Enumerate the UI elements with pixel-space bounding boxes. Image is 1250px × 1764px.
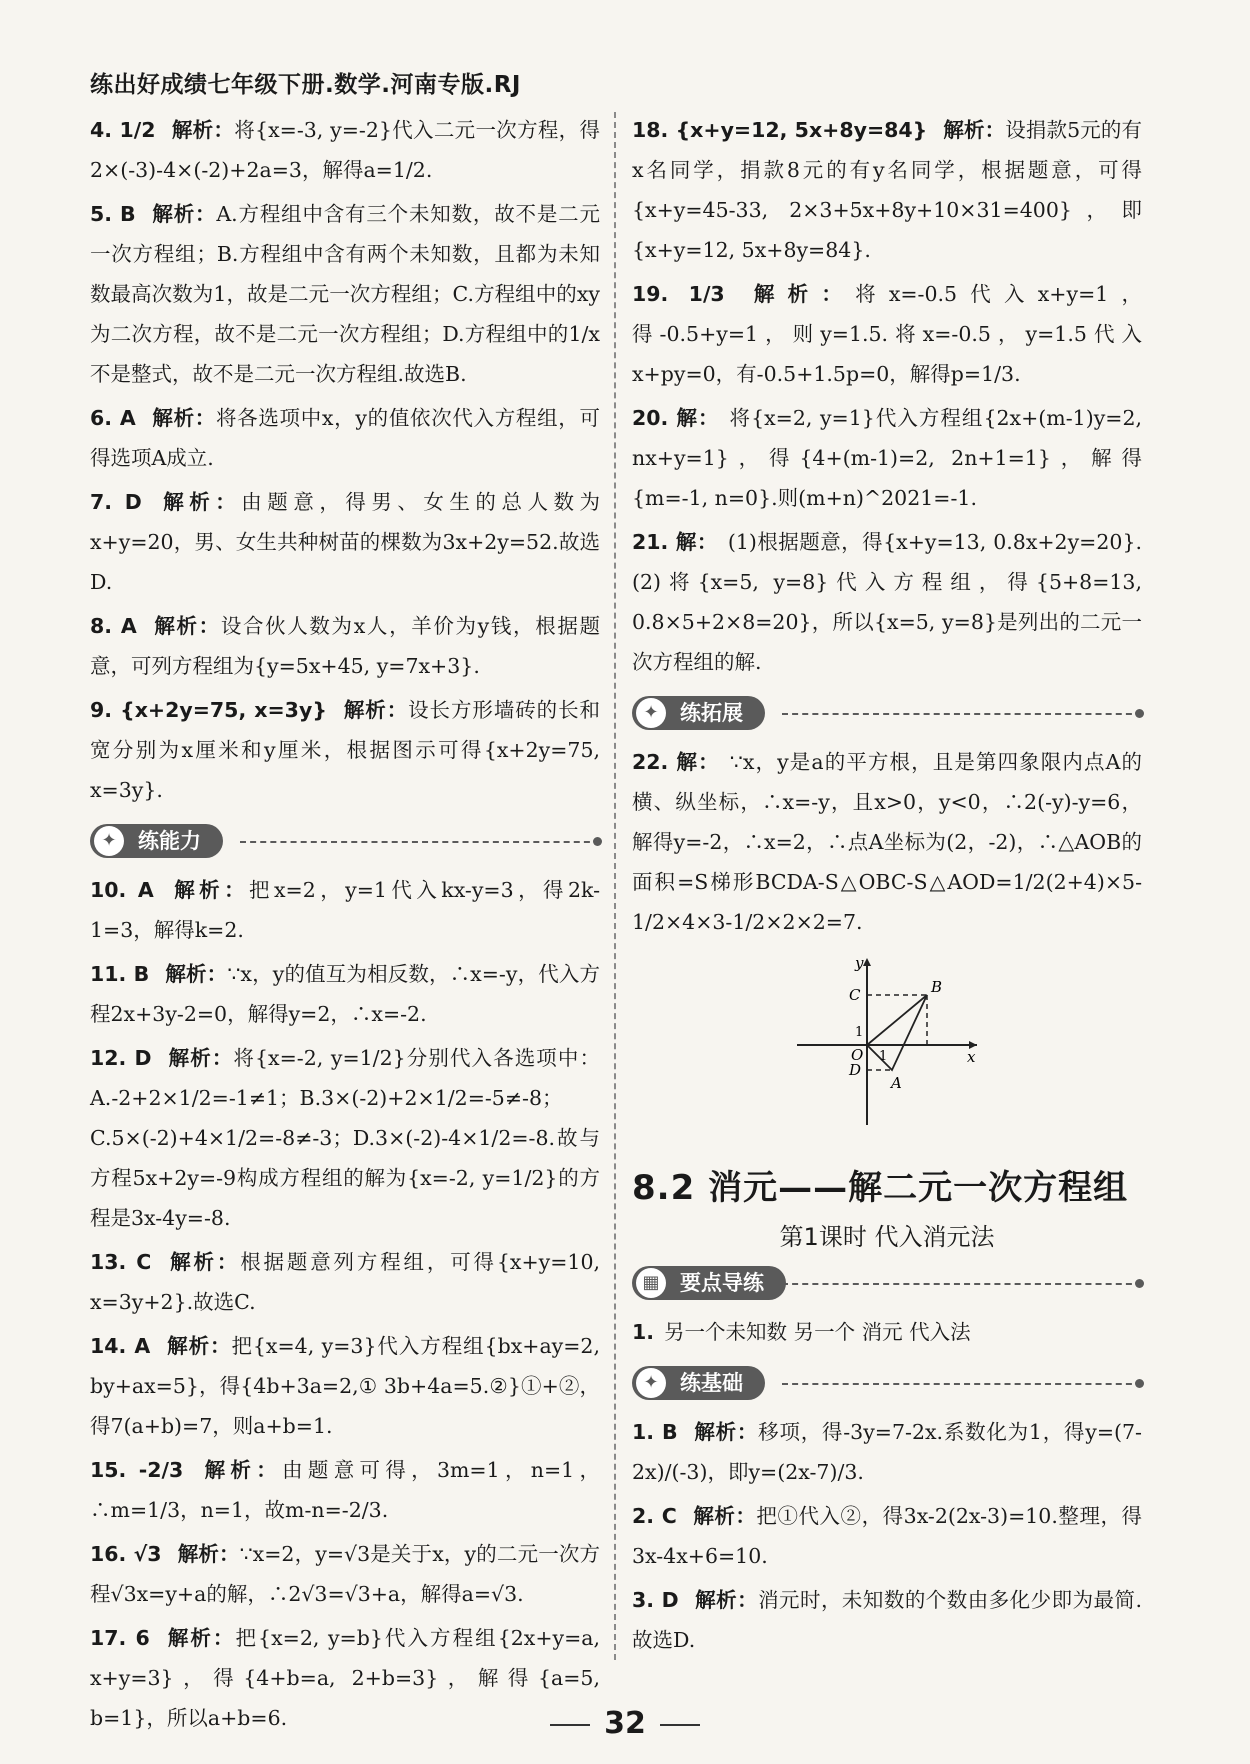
answer-item <box>90 606 600 686</box>
section-label: 练拓展 <box>680 701 743 725</box>
analysis-label: 解析： <box>157 490 242 514</box>
item-text: ∵x，y的值互为相反数，∴x=-y，代入方程2x+3y-2=0，解得y=2，∴x=-2. <box>90 962 601 1026</box>
answer-list-1 <box>90 110 600 810</box>
runner-icon: ✦ <box>636 1368 666 1398</box>
chapter-title: 8.2 消元——解二元一次方程组 <box>632 1168 1129 1208</box>
answer-list-5 <box>632 1312 1142 1352</box>
item-text: (1)根据题意，得{x+y=13, 0.8x+2y=20}. (2)将{x=5, y=8}代入方程组，得{5+8=13, 0.8×5+2×8=20}，所以{x=5, y=8}是列出的二元一次方程组的解. <box>632 530 1143 674</box>
item-number: 20. 解： <box>632 406 720 430</box>
item-number: 17. 6 <box>90 1626 150 1650</box>
page-number: 32 <box>0 1706 1250 1741</box>
analysis-label: 解析： <box>177 1542 240 1566</box>
item-number: 5. B <box>90 202 136 226</box>
item-text: 设捐款5元的有x名同学，捐款8元的有y名同学，根据题意，可得{x+y=45-33, 2×3+5x+8y+10×31=400}，即{x+y=12, 5x+8y=84}. <box>632 118 1143 262</box>
label-one-x: 1 <box>879 1049 888 1064</box>
analysis-label: 解析： <box>693 1420 759 1444</box>
item-number: 13. C <box>90 1250 152 1274</box>
analysis-label: 解析： <box>151 406 216 430</box>
answer-list-3 <box>632 110 1142 682</box>
analysis-label: 解析： <box>151 202 217 226</box>
item-number: 16. √3 <box>90 1542 162 1566</box>
label-o: O <box>851 1046 864 1064</box>
item-number: 19. 1/3 <box>632 282 725 306</box>
section-divider <box>782 1383 1142 1385</box>
section-divider <box>240 841 600 843</box>
analysis-label: 解析： <box>943 118 1006 142</box>
item-number: 1. B <box>632 1420 678 1444</box>
label-b: B <box>931 978 943 996</box>
analysis-label: 解析： <box>167 1250 241 1274</box>
grid-icon: ▦ <box>636 1268 666 1298</box>
item-text: 设合伙人数为x人，羊价为y钱，根据题意，可列方程组为{y=5x+45, y=7x+3}. <box>90 614 600 678</box>
column-divider <box>614 112 616 1660</box>
section-divider <box>782 713 1142 715</box>
item-text: 将{x=-3, y=-2}代入二元一次方程，得2×(-3)-4×(-2)+2a=3，解得a=1/2. <box>90 118 600 182</box>
answer-item <box>632 1496 1142 1576</box>
label-a: A <box>891 1074 902 1092</box>
item-number: 18. {x+y=12, 5x+8y=84} <box>632 118 928 142</box>
item-number: 7. D <box>90 490 142 514</box>
item-text: ∵x，y是a的平方根，且是第四象限内点A的横、纵坐标，∴x=-y，且x>0，y<0，∴2(-y)-y=6，解得y=-2，∴x=2，∴点A坐标为(2，-2)，∴△AOB的面积=S梯形BCDA-S△OBC-S△AOD=1/2(2+4)×5-1/2×4×3-1/2×2×2=7. <box>632 750 1143 934</box>
section-label: 练基础 <box>680 1371 743 1395</box>
answer-list-6 <box>632 1412 1142 1660</box>
item-number: 12. D <box>90 1046 152 1070</box>
item-text: 将x=-0.5代入x+y=1，得-0.5+y=1，则y=1.5.将x=-0.5，y=1.5代入x+py=0，有-0.5+1.5p=0，解得p=1/3. <box>632 282 1143 386</box>
item-text: 将各选项中x，y的值依次代入方程组，可得选项A成立. <box>90 406 600 470</box>
item-number: 21. 解： <box>632 530 718 554</box>
label-c: C <box>849 986 861 1004</box>
answer-item <box>90 110 600 190</box>
answer-item <box>90 1242 600 1322</box>
item-number: 22. 解： <box>632 750 720 774</box>
item-number: 4. 1/2 <box>90 118 156 142</box>
item-text: A.方程组中含有三个未知数，故不是二元一次方程组；B.方程组中含有两个未知数，且都为未知数最高次数为1，故是二元一次方程组；C.方程组中的xy为二次方程，故不是二元一次方程组；D.方程组中的1/x不是整式，故不是二元一次方程组.故选B. <box>90 202 600 386</box>
label-x: x <box>967 1048 976 1066</box>
item-text: 由题意，得男、女生的总人数为x+y=20，男、女生共种树苗的棵数为3x+2y=52.故选D. <box>90 490 600 594</box>
answer-item <box>632 1580 1142 1660</box>
item-text: 根据题意列方程组，可得{x+y=10, x=3y+2}.故选C. <box>90 1250 601 1314</box>
y-axis-arrow <box>863 958 871 966</box>
coordinate-graph <box>787 950 987 1130</box>
analysis-label: 解析： <box>166 1334 232 1358</box>
item-number: 15. -2/3 <box>90 1458 184 1482</box>
answer-item <box>90 1326 600 1446</box>
item-number: 14. A <box>90 1334 151 1358</box>
analysis-label: 解析： <box>740 282 856 306</box>
item-number: 6. A <box>90 406 136 430</box>
section-divider <box>782 1283 1142 1285</box>
analysis-label: 解析： <box>199 1458 283 1482</box>
answer-item <box>632 398 1142 518</box>
section-header-ability <box>90 822 600 860</box>
item-number: 1. <box>632 1320 655 1344</box>
item-number: 10. A <box>90 878 154 902</box>
answer-item <box>632 274 1142 394</box>
section-label: 练能力 <box>138 829 201 853</box>
answer-item <box>632 110 1142 270</box>
triangle-aob <box>867 995 927 1070</box>
section-header-keypoints <box>632 1264 1142 1302</box>
section-header-basics <box>632 1364 1142 1402</box>
section-label: 要点导练 <box>680 1271 764 1295</box>
right-column <box>632 110 1142 1664</box>
analysis-label: 解析： <box>167 1046 234 1070</box>
item-text: 将{x=2, y=1}代入方程组{2x+(m-1)y=2, nx+y=1}，得{4+(m-1)=2, 2n+1=1}，解得{m=-1, n=0}.则(m+n)^2021=-1. <box>632 406 1143 510</box>
item-text: 把①代入②，得3x-2(2x-3)=10.整理，得3x-4x+6=10. <box>632 1504 1143 1568</box>
item-number: 8. A <box>90 614 137 638</box>
runner-icon: ✦ <box>94 826 124 856</box>
answer-item <box>90 1450 600 1530</box>
item-number: 11. B <box>90 962 150 986</box>
analysis-label: 解析： <box>152 614 221 638</box>
answer-item <box>632 522 1142 682</box>
item-text: 把{x=2, y=b}代入方程组{2x+y=a, x+y=3}，得{4+b=a, 2+b=3}，解得{a=5, b=1}，所以a+b=6. <box>90 1626 601 1730</box>
answer-item <box>90 1534 600 1614</box>
answer-list-4 <box>632 742 1142 942</box>
answer-item <box>90 1038 600 1238</box>
item-text: 将{x=-2, y=1/2}分别代入各选项中：A.-2+2×1/2=-1≠1；B.3×(-2)+2×1/2=-5≠-8；C.5×(-2)+4×1/2=-8≠-3；D.3×(-2)-4×1/2=-8.故与方程5x+2y=-9构成方程组的解为{x=-2, y=1/2}的方程是3x-4y=-8. <box>90 1046 600 1230</box>
analysis-label: 解析： <box>165 962 228 986</box>
answer-item <box>90 194 600 394</box>
section-header-extend <box>632 694 1142 732</box>
item-text: 另一个未知数 另一个 消元 代入法 <box>664 1320 971 1344</box>
item-text: 移项，得-3y=7-2x.系数化为1，得y=(7-2x)/(-3)，即y=(2x-7)/3. <box>632 1420 1142 1484</box>
item-text: 把{x=4, y=3}代入方程组{bx+ay=2, by+ax=5}，得{4b+3a=2,① 3b+4a=5.②}①+②，得7(a+b)=7，则a+b=1. <box>90 1334 600 1438</box>
label-y: y <box>855 954 864 972</box>
answer-item <box>90 482 600 602</box>
item-text: 把x=2，y=1代入kx-y=3，得2k-1=3，解得k=2. <box>90 878 600 942</box>
runner-icon: ✦ <box>636 698 666 728</box>
analysis-label: 解析： <box>165 1626 236 1650</box>
item-text: 设长方形墙砖的长和宽分别为x厘米和y厘米，根据图示可得{x+2y=75, x=3y}. <box>90 698 601 802</box>
item-text: ∵x=2，y=√3是关于x，y的二元一次方程√3x=y+a的解，∴2√3=√3+a，解得a=√3. <box>90 1542 601 1606</box>
answer-item <box>632 742 1142 942</box>
analysis-label: 解析： <box>692 1504 757 1528</box>
answer-item <box>90 870 600 950</box>
answer-list-2 <box>90 870 600 1738</box>
analysis-label: 解析： <box>171 118 235 142</box>
analysis-label: 解析： <box>169 878 250 902</box>
answer-item <box>632 1412 1142 1492</box>
item-number: 2. C <box>632 1504 677 1528</box>
item-number: 3. D <box>632 1588 679 1612</box>
answer-item <box>90 954 600 1034</box>
item-text: 消元时，未知数的个数由多化少即为最简.故选D. <box>632 1588 1143 1652</box>
lesson-title: 第1课时 代入消元法 <box>779 1223 995 1251</box>
left-column <box>90 110 600 1742</box>
book-header: 练出好成绩七年级下册.数学.河南专版.RJ <box>90 72 521 98</box>
answer-item <box>632 1312 1142 1352</box>
analysis-label: 解析： <box>342 698 409 722</box>
label-d: D <box>849 1061 862 1079</box>
item-number: 9. {x+2y=75, x=3y} <box>90 698 327 722</box>
analysis-label: 解析： <box>694 1588 759 1612</box>
answer-item <box>90 690 600 810</box>
answer-item <box>90 398 600 478</box>
label-one-y: 1 <box>855 1025 864 1040</box>
item-text: 由题意可得，3m=1，n=1，∴m=1/3，n=1，故m-n=-2/3. <box>90 1458 601 1522</box>
